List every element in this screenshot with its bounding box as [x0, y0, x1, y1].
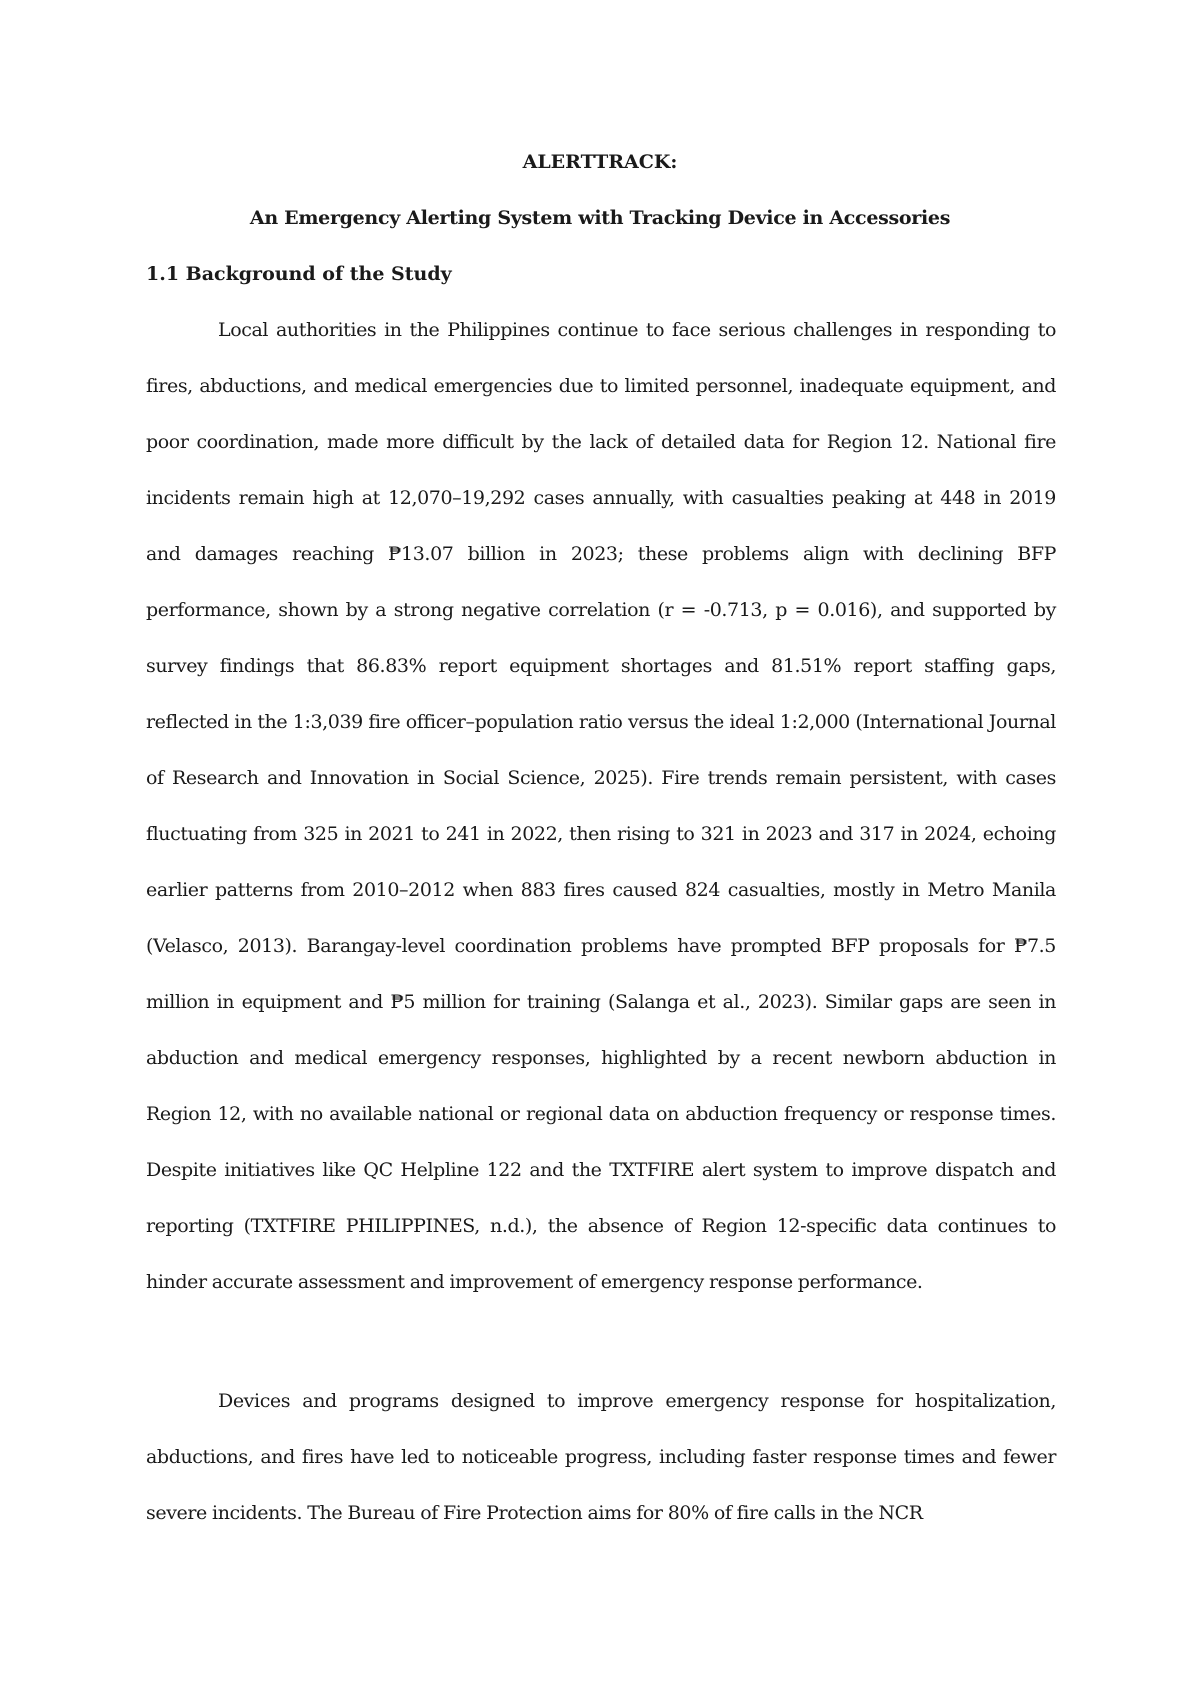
document-subtitle: An Emergency Alerting System with Tracking Device in Accessories: [249, 207, 951, 229]
body-paragraph: Local authorities in the Philippines continue to face serious challenges in responding to fires, abductions, and medical emergencies due to limited personnel, inadequate equipment, and poor coordination, made more difficult by the lack of detailed data for Region 12. National fire incidents remain high at 12,070–19,292 cases annually, with casualties peaking at 448 in 2019 and damages reaching ₱13.07 billion in 2023; these problems align with declining BFP performance, shown by a strong negative correlation (r = -0.713, p = 0.016), and supported by survey findings that 86.83% report equipment shortages and 81.51% report staffing gaps, reflected in the 1:3,039 fire officer–population ratio versus the ideal 1:2,000 (International Journal of Research and Innovation in Social Science, 2025). Fire trends remain persistent, with cases fluctuating from 325 in 2021 to 241 in 2022, then rising to 321 in 2023 and 317 in 2024, echoing earlier patterns from 2010–2012 when 883 fires caused 824 casualties, mostly in Metro Manila (Velasco, 2013). Barangay-level coordination problems have prompted BFP proposals for ₱7.5 million in equipment and ₱5 million for training (Salanga et al., 2023). Similar gaps are seen in abduction and medical emergency responses, highlighted by a recent newborn abduction in Region 12, with no available national or regional data on abduction frequency or response times. Despite initiatives like QC Helpline 122 and the TXTFIRE alert system to improve dispatch and reporting (TXTFIRE PHILIPPINES, n.d.), the absence of Region 12-specific data continues to hinder accurate assessment and improvement of emergency response performance.: [146, 319, 1056, 1293]
document-title: ALERTTRACK:: [522, 151, 678, 173]
section-heading: 1.1 Background of the Study: [146, 263, 452, 285]
body-paragraph: Devices and programs designed to improve emergency response for hospitalization, abductions, and fires have led to noticeable progress, including faster response times and fewer severe incidents. The Bureau of Fire Protection aims for 80% of fire calls in the NCR: [146, 1390, 1056, 1524]
